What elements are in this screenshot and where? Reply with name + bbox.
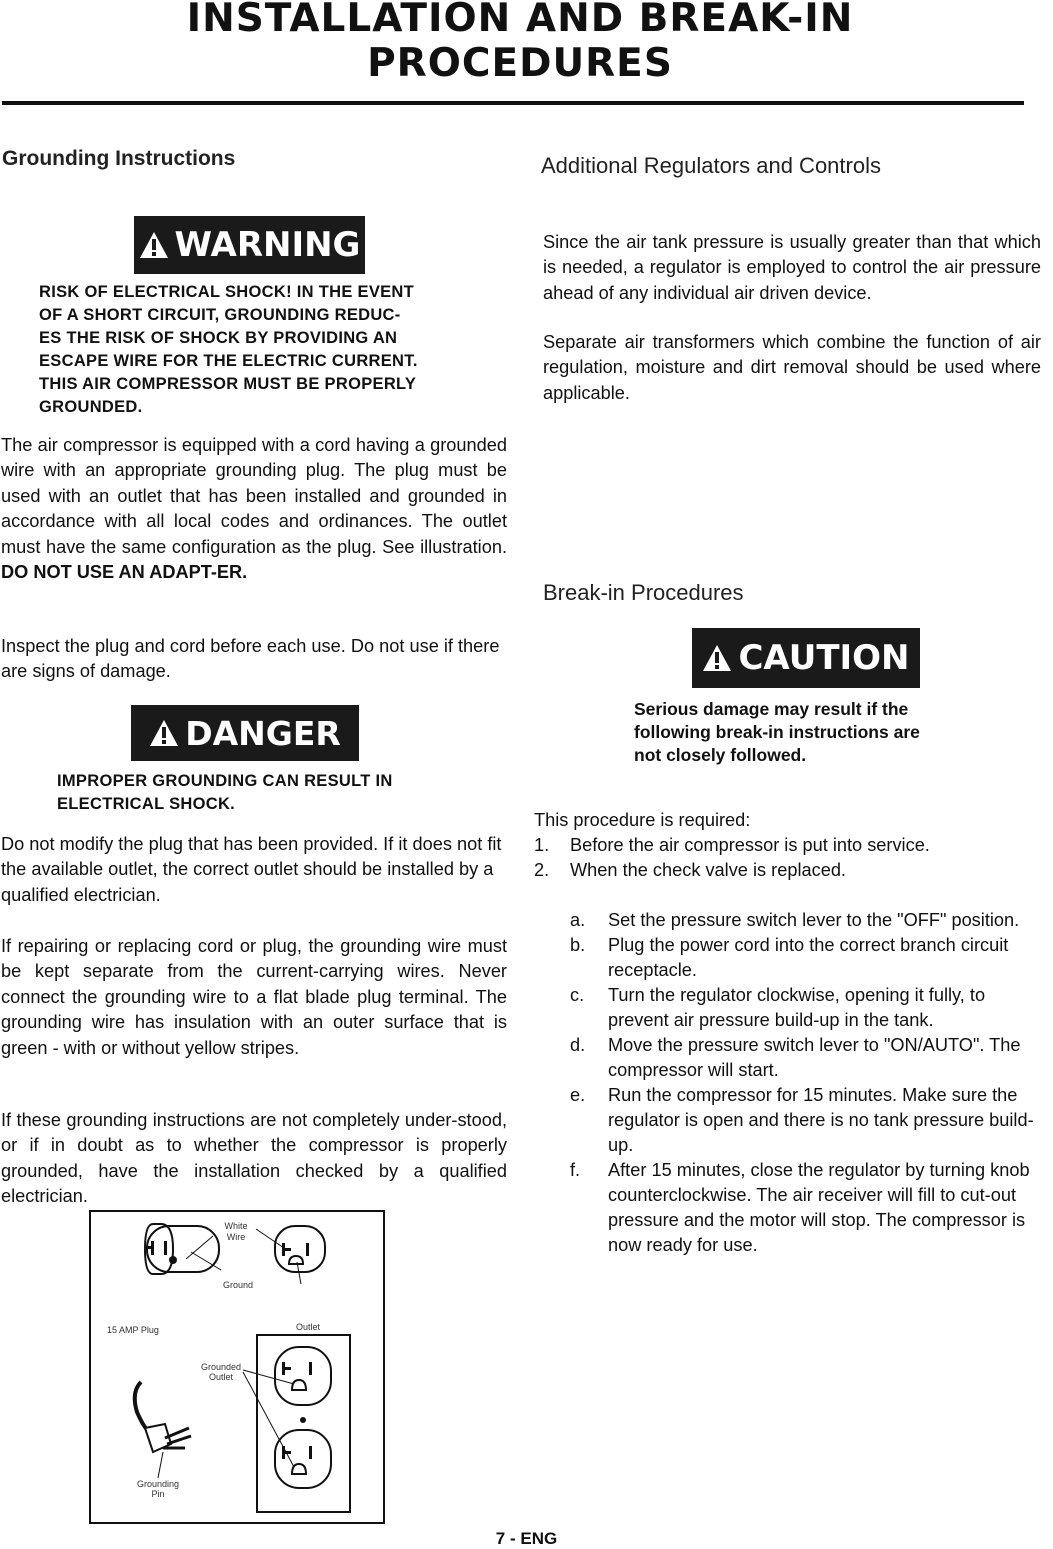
step-text: Plug the power cord into the correct branch circuit receptacle.: [608, 935, 1009, 980]
grounding-paragraph-3: [1, 832, 507, 908]
regulators-paragraph-2: [543, 330, 1041, 406]
list-number: 1.: [534, 835, 550, 855]
caution-line: Serious damage may result if the: [634, 699, 909, 719]
regulator-text: Since the air tank pressure is usually greater than that which is needed, a regulator is employed to control the air pressure ahead of any individual air driven device.: [543, 232, 1041, 303]
warning-line: ES THE RISK OF SHOCK BY PROVIDING AN: [39, 329, 398, 347]
grounding-paragraph-5: [1, 1108, 507, 1210]
warning-line: GROUNDED.: [39, 398, 143, 416]
step-text: Turn the regulator clockwise, opening it fully, to prevent air pressure build-up in the tank.: [608, 985, 986, 1030]
list-text: When the check valve is replaced.: [570, 860, 846, 880]
title-rule: [2, 101, 1024, 105]
qualified-electrician-text: If these grounding instructions are not completely under-stood, or if in doubt as to whether the compressor is properly grounded, have the installation checked by a qualified electrician.: [1, 1110, 507, 1207]
warning-triangle-icon: [139, 231, 169, 259]
page-title-line2: PROCEDURES: [367, 41, 673, 86]
grounding-paragraph-1: [1, 433, 507, 585]
caution-line: not closely followed.: [634, 745, 807, 765]
grounding-pin-label: Grounding: [136, 1479, 180, 1489]
warning-line: OF A SHORT CIRCUIT, GROUNDING REDUC-: [39, 306, 401, 324]
step-text: Run the compressor for 15 minutes. Make sure the regulator is open and there is no tank pressure build-up.: [608, 1085, 1034, 1155]
outlet-label: Outlet: [295, 1322, 321, 1332]
step-item: [570, 908, 1044, 933]
warning-label: WARNING: [174, 225, 361, 265]
plug-face-icon: [145, 1223, 177, 1274]
ground-label: Ground: [222, 1280, 254, 1290]
list-item: [534, 858, 1044, 883]
step-text: After 15 minutes, close the regulator by turning knob counterclockwise. The air receiver will fill to cut-out pressure and the motor will stop. The compressor is now ready for use.: [608, 1160, 1030, 1255]
step-text: Set the pressure switch lever to the "OFF" position.: [608, 910, 1020, 930]
warning-label-box: [134, 216, 365, 274]
grounding-pin-label: Pin: [151, 1489, 165, 1499]
caution-line: following break-in instructions are: [634, 722, 920, 742]
warning-line: THIS AIR COMPRESSOR MUST BE PROPERLY: [39, 375, 417, 393]
step-letter: b.: [570, 935, 586, 955]
step-letter: f.: [570, 1160, 581, 1180]
grounding-paragraph-2: [1, 634, 507, 685]
plug-label: 15 AMP Plug: [107, 1325, 159, 1335]
grounding-text: The air compressor is equipped with a cord having a grounded wire with an appropriate grounding plug. The plug must be used with an outlet that has been installed and grounded in accordance with all local codes and ordinances. The outlet must have the same configuration as the plug. See illustration.: [1, 435, 507, 557]
plug-outlet-illustration: [89, 1210, 385, 1524]
page-title: [0, 0, 1040, 86]
grounding-heading: Grounding Instructions: [2, 147, 236, 170]
warning-triangle-icon: [702, 644, 732, 672]
list-text: Before the air compressor is put into service.: [570, 835, 930, 855]
page-number: 7 - ENG: [495, 1529, 558, 1548]
grounding-wire-text: If repairing or replacing cord or plug, the grounding wire must be kept separate from the current-carrying wires. Never connect the grounding wire to a flat blade plug terminal. The grounding wire has insulation with an outer surface that is green - with or without yellow stripes.: [1, 936, 507, 1058]
step-item: [570, 1083, 1044, 1158]
inspect-text: Inspect the plug and cord before each use. Do not use if there are signs of damage.: [1, 636, 500, 682]
caution-text: [634, 698, 994, 767]
step-letter: a.: [570, 910, 586, 930]
danger-line: ELECTRICAL SHOCK.: [57, 795, 236, 813]
step-letter: c.: [570, 985, 585, 1005]
regulators-paragraph-1: [543, 230, 1041, 306]
warning-line: ESCAPE WIRE FOR THE ELECTRIC CURRENT.: [39, 352, 418, 370]
procedure-intro: This procedure is required:: [534, 810, 751, 830]
danger-label-box: [131, 705, 359, 761]
list-item: [534, 833, 1044, 858]
grounded-outlet-label: Grounded: [200, 1362, 242, 1372]
step-text: Move the pressure switch lever to "ON/AUTO". The compressor will start.: [608, 1035, 1021, 1080]
caution-label-box: [692, 628, 920, 688]
break-in-procedure-list: [534, 808, 1044, 1258]
warning-line: RISK OF ELECTRICAL SHOCK! IN THE EVENT: [39, 283, 415, 301]
list-number: 2.: [534, 860, 550, 880]
caution-label: CAUTION: [738, 638, 910, 678]
regulators-heading: Additional Regulators and Controls: [541, 153, 881, 178]
plug-outlet-drawing: [91, 1212, 383, 1522]
step-item: [570, 1158, 1044, 1258]
grounding-paragraph-4: [1, 934, 507, 1061]
step-letter: d.: [570, 1035, 586, 1055]
danger-text: [57, 770, 497, 816]
danger-label: DANGER: [185, 713, 341, 753]
modify-plug-text: Do not modify the plug that has been provided. If it does not fit the available outlet, the correct outlet should be installed by a qualified electrician.: [1, 834, 502, 905]
danger-line: IMPROPER GROUNDING CAN RESULT IN: [57, 772, 393, 790]
warning-text: [39, 281, 499, 419]
step-letter: e.: [570, 1085, 586, 1105]
white-wire-label: White: [224, 1221, 248, 1231]
page-title-line1: INSTALLATION AND BREAK-IN: [186, 0, 854, 41]
step-item: [570, 933, 1044, 983]
step-item: [570, 983, 1044, 1033]
warning-triangle-icon: [149, 719, 179, 747]
step-item: [570, 1033, 1044, 1083]
grounded-outlet-label: Outlet: [208, 1372, 234, 1382]
plug-cord-icon: [135, 1382, 191, 1452]
white-wire-label: Wire: [226, 1232, 246, 1242]
break-in-heading: Break-in Procedures: [543, 580, 744, 605]
air-transformers-text: Separate air transformers which combine the function of air regulation, moisture and dirt removal should be used where applicable.: [543, 332, 1041, 403]
adapter-warning: DO NOT USE AN ADAPT-ER.: [1, 562, 248, 583]
